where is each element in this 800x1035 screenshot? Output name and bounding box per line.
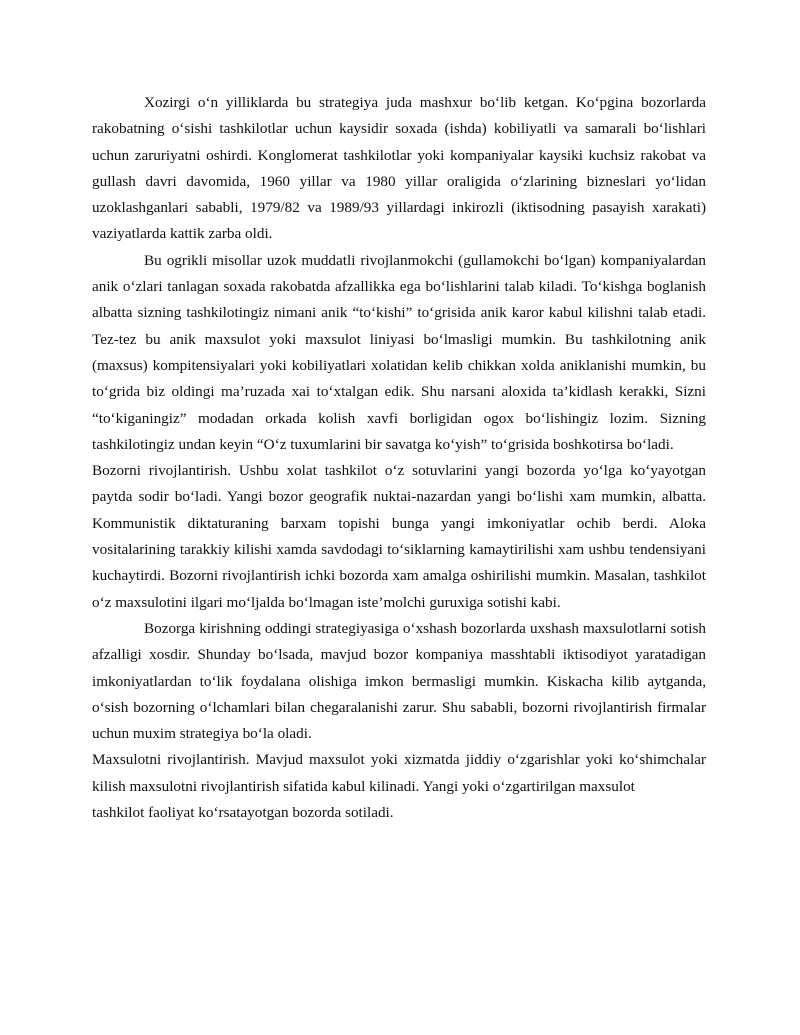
- paragraph-market-entry-strategy: Bozorga kirishning oddingi strategiyasiga o‘xshash bozorlarda uxshash maxsulotlarni sotish afzalligi xosdir. Shunday bo‘lsada, mavjud bozor kompaniya masshtabli iktisodiyot yaratadigan imkoniyatlardan to‘lik foydalana olishiga imkon bermasligi mumkin. Kiskacha kilib aytganda, o‘sish bozorning o‘lchamlari bilan chegaralanishi zarur. Shu sababli, bozorni rivojlantirish firmalar uchun muxim strategiya bo‘la oladi.: [92, 619, 706, 743]
- document-page: [92, 90, 706, 826]
- paragraph-product-development-end: tashkilot faoliyat ko‘rsatayotgan bozorda sotiladi.: [92, 804, 394, 822]
- paragraph-market-development: Bozorni rivojlantirish. Ushbu xolat tashkilot o‘z sotuvlarini yangi bozorda yo‘lga ko‘yayotgan paytda sodir bo‘ladi. Yangi bozor geografik nuktai-nazardan yangi bo‘lishi xam mumkin, albatta. Kommunistik diktaturaning barxam topishi bunga yangi imkoniyatlar ochib berdi. Aloka vositalarining tarakkiy kilishi xamda savdodagi to‘siklarning kamaytirilishi xam ushbu tendensiyani kuchaytirdi. Bozorni rivojlantirish ichki bozorda xam amalga oshirilishi mumkin. Masalan, tashkilot o‘z maxsulotini ilgari mo‘ljalda bo‘lmagan iste’molchi guruxiga sotishi kabi.: [92, 462, 706, 611]
- paragraph-painful-examples: Bu ogrikli misollar uzok muddatli rivojlanmokchi (gullamokchi bo‘lgan) kompaniyalardan anik o‘zlari tanlagan soxada rakobatda afzallikka ega bo‘lishlarini talab kiladi. To‘kishga boglanish albatta sizning tashkilotingiz nimani anik “to‘kishi” to‘grisida anik karor kabul kilishni talab etadi. Tez-tez bu anik maxsulot yoki maxsulot liniyasi bo‘lmasligi mumkin. Bu tashkilotning anik (maxsus) kompitensiyalari yoki kobiliyatlari xolatidan kelib chikkan xolda aniklanishi mumkin, bu to‘grida biz oldingi ma’ruzada xai to‘xtalgan edik. Shu narsani aloxida ta’kidlash kerakki, Sizni “to‘kiganingiz” modadan orkada kolish xavfi borligidan ogox bo‘lishingiz lozim. Sizning tashkilotingiz undan keyin “O‘z tuxumlarini bir savatga ko‘yish” to‘grisida boshkotirsa bo‘ladi.: [92, 251, 706, 453]
- paragraph-strategy-popularity: Xozirgi o‘n yilliklarda bu strategiya juda mashxur bo‘lib ketgan. Ko‘pgina bozorlarda rakobatning o‘sishi tashkilotlar uchun kaysidir soxada (ishda) kobiliyatli va samarali bo‘lishlari uchun zaruriyatni oshirdi. Konglomerat tashkilotlar yoki kompaniyalar kaysiki kuchsiz rakobat va gullash davri davomida, 1960 yillar va 1980 yillar oraligida o‘zlarining bizneslari yo‘lidan uzoklashganlari sababli, 1979/82 va 1989/93 yillardagi inkirozli (iktisodning pasayish xarakati) vaziyatlarda kattik zarba oldi.: [92, 94, 706, 243]
- paragraph-product-development: Maxsulotni rivojlantirish. Mavjud maxsulot yoki xizmatda jiddiy o‘zgarishlar yoki ko‘shimchalar kilish maxsulotni rivojlantirish sifatida kabul kilinadi. Yangi yoki o‘zgartirilgan maxsulot: [92, 751, 706, 795]
